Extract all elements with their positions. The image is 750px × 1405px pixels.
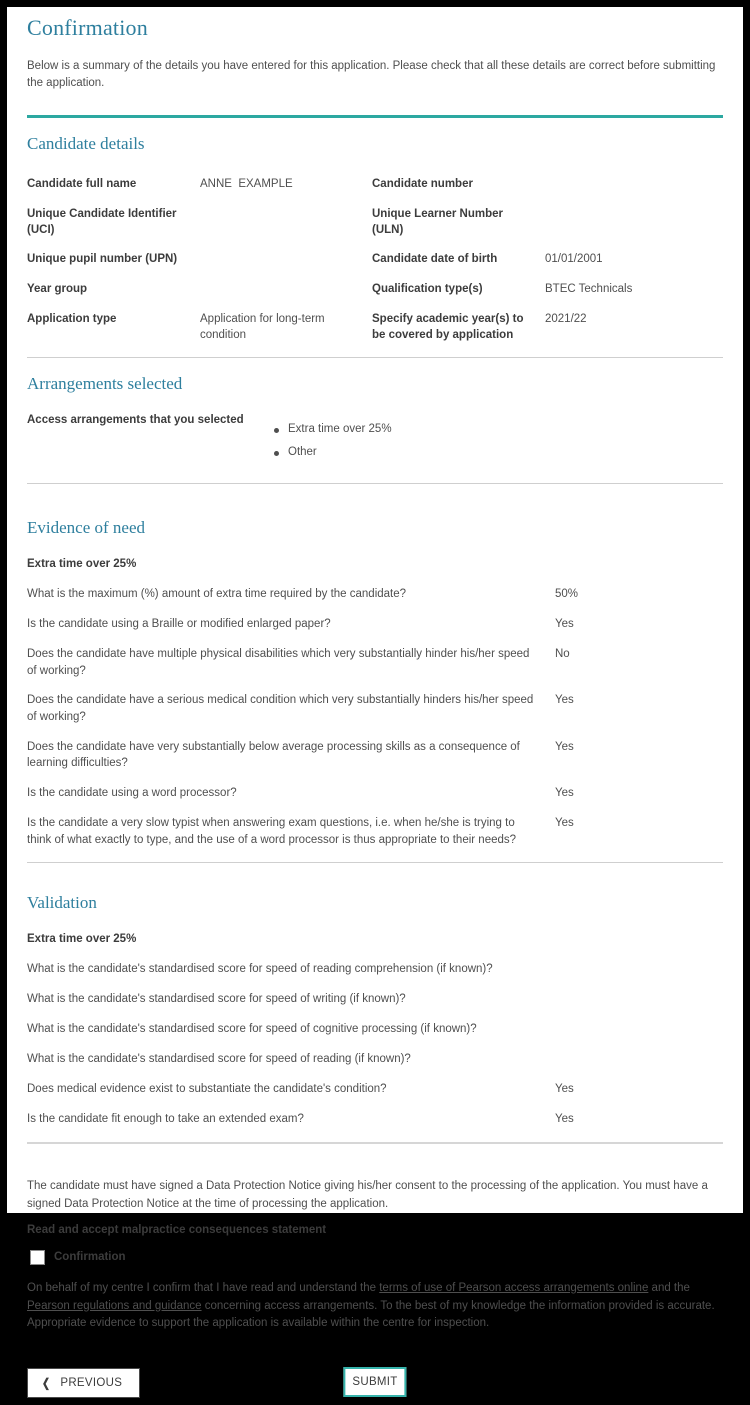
field-label: Candidate date of birth	[372, 252, 498, 265]
field-label: Application type	[27, 312, 117, 325]
field-value: 01/01/2001	[545, 252, 603, 265]
candidate-row	[27, 251, 723, 268]
field-value: BTEC Technicals	[545, 282, 633, 295]
validation-heading: Validation	[27, 893, 97, 913]
evidence-subheading: Extra time over 25%	[27, 557, 137, 570]
question-answer: Yes	[555, 617, 574, 630]
field-label: Candidate number	[372, 177, 473, 190]
question-row	[27, 961, 723, 978]
field-label: Year group	[27, 282, 88, 295]
evidence-heading: Evidence of need	[27, 517, 145, 537]
question-text: Does medical evidence exist to substantiate the candidate's condition?	[27, 1083, 387, 1096]
question-answer: No	[555, 647, 570, 660]
evidence-of-need-section	[27, 518, 723, 877]
arrangements-section	[27, 374, 723, 502]
section-divider	[27, 862, 723, 863]
question-row	[27, 815, 723, 848]
question-row	[27, 616, 723, 633]
section-divider	[27, 357, 723, 358]
arrangements-label: Access arrangements that you selected	[27, 413, 244, 426]
question-row	[27, 1111, 723, 1128]
question-answer: Yes	[555, 740, 574, 753]
terms-of-use-link[interactable]: terms of use of Pearson access arrangements online	[379, 1281, 649, 1294]
previous-button-label: PREVIOUS	[60, 1377, 123, 1390]
question-answer: 50%	[555, 587, 579, 600]
question-row	[27, 692, 723, 725]
terms-prefix: On behalf of my centre I confirm that I have read and understand the	[27, 1281, 380, 1294]
question-text: What is the candidate's standardised score for speed of reading comprehension (if known)?	[27, 963, 493, 976]
field-value: 2021/22	[545, 312, 587, 325]
terms-text	[27, 1280, 723, 1333]
candidate-row	[27, 176, 723, 193]
page-title: Confirmation	[27, 15, 148, 40]
question-row	[27, 739, 723, 772]
question-answer: Yes	[555, 1083, 574, 1096]
question-text: Is the candidate using a word processor?	[27, 786, 237, 799]
question-text: Is the candidate a very slow typist when answering exam questions, i.e. when he/she is trying to think of what exactly to type, and the use of a word processor is thus appropriate to their needs?	[27, 816, 517, 846]
confirmation-checkbox-label: Confirmation	[54, 1251, 126, 1264]
question-text: Is the candidate using a Braille or modified enlarged paper?	[27, 617, 331, 630]
validation-question-list	[27, 961, 723, 1128]
confirmation-checkbox-annotation-box	[21, 1243, 141, 1272]
data-protection-text: The candidate must have signed a Data Protection Notice giving his/her consent to the processing of the application. You must have a signed Data Protection Notice at the time of processing the application.	[27, 1180, 708, 1210]
validation-subheading: Extra time over 25%	[27, 933, 137, 946]
question-answer: Yes	[555, 786, 574, 799]
arrangement-item: Extra time over 25%	[272, 423, 392, 435]
confirmation-checkbox[interactable]	[30, 1250, 45, 1265]
question-row	[27, 646, 723, 679]
question-row	[27, 1081, 723, 1098]
validation-section	[27, 893, 723, 1158]
buttons-row	[27, 1363, 723, 1405]
question-text: Does the candidate have multiple physical disabilities which very substantially hinder his/her speed of working?	[27, 647, 530, 677]
field-label: Specify academic year(s) to be covered by application	[372, 312, 524, 341]
candidate-details-grid	[27, 176, 723, 343]
candidate-row	[27, 311, 723, 343]
submit-annotation-box	[339, 1363, 410, 1401]
malpractice-statement-label: Read and accept malpractice consequences statement	[27, 1223, 327, 1236]
question-answer: Yes	[555, 1113, 574, 1126]
field-label: Candidate full name	[27, 177, 137, 190]
question-row	[27, 1051, 723, 1068]
field-value: Application for long-term condition	[200, 312, 328, 341]
section-divider	[27, 483, 723, 484]
terms-mid: and the	[648, 1281, 690, 1294]
candidate-row	[27, 281, 723, 298]
question-text: What is the candidate's standardised score for speed of reading (if known)?	[27, 1053, 411, 1066]
question-text: Does the candidate have very substantially below average processing skills as a consequence of learning difficulties?	[27, 740, 520, 770]
field-label: Unique Learner Number (ULN)	[372, 207, 503, 236]
arrangement-item: Other	[272, 446, 392, 458]
terms-suffix: concerning access arrangements. To the best of my knowledge the information provided is accurate. Appropriate evidence to support the application is available within the centre for inspection.	[27, 1299, 715, 1330]
arrangements-list	[272, 414, 392, 469]
confirmation-page	[7, 7, 743, 1391]
arrangements-row	[27, 414, 723, 469]
candidate-details-heading: Candidate details	[27, 133, 145, 153]
intro-text: Below is a summary of the details you have entered for this application. Please check that all these details are correct before submitting the application.	[27, 60, 716, 90]
field-label: Qualification type(s)	[372, 282, 483, 295]
question-row	[27, 586, 723, 603]
question-row	[27, 991, 723, 1008]
field-label: Unique pupil number (UPN)	[27, 252, 178, 265]
question-answer: Yes	[555, 694, 574, 707]
question-text: Does the candidate have a serious medical condition which very substantially hinders his/her speed of working?	[27, 694, 534, 723]
submit-button[interactable]: SUBMIT	[343, 1367, 406, 1397]
previous-button[interactable]	[27, 1368, 140, 1398]
question-row	[27, 1021, 723, 1038]
candidate-row	[27, 206, 723, 238]
evidence-question-list	[27, 586, 723, 848]
question-row	[27, 785, 723, 802]
question-text: Is the candidate fit enough to take an extended exam?	[27, 1113, 304, 1126]
section-divider	[27, 1142, 723, 1144]
teal-divider	[27, 115, 723, 118]
field-label: Unique Candidate Identifier (UCI)	[27, 207, 177, 236]
field-value: ANNE EXAMPLE	[200, 177, 293, 190]
regulations-guidance-link[interactable]: Pearson regulations and guidance	[27, 1299, 202, 1312]
question-answer: Yes	[555, 816, 574, 829]
arrangements-heading: Arrangements selected	[27, 373, 183, 393]
question-text: What is the candidate's standardised score for speed of cognitive processing (if known)?	[27, 1023, 477, 1036]
chevron-left-icon: ❮	[42, 1376, 51, 1391]
question-text: What is the candidate's standardised score for speed of writing (if known)?	[27, 993, 406, 1006]
candidate-details-section	[27, 134, 723, 358]
question-text: What is the maximum (%) amount of extra time required by the candidate?	[27, 587, 407, 600]
